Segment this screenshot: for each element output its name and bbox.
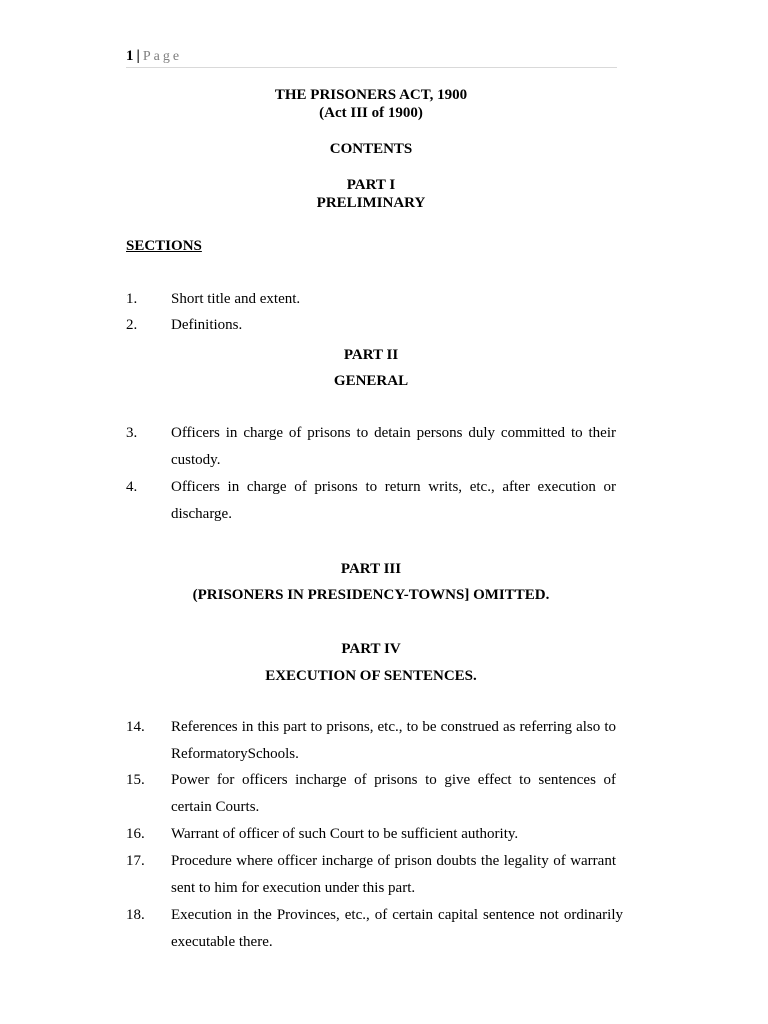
section-number: 1. — [126, 291, 138, 307]
list-item — [126, 902, 623, 956]
section-text: Officers in charge of prisons to return writs, etc., after execution or discharge. — [171, 479, 616, 522]
section-text: Short title and extent. — [171, 291, 301, 307]
section-text: Execution in the Provinces, etc., of certain capital sentence not ordinarily executable there. — [171, 907, 623, 950]
page-label: Page — [142, 49, 183, 64]
section-text: Officers in charge of prisons to detain persons duly committed to their custody. — [171, 425, 616, 468]
part4-name: EXECUTION OF SENTENCES. — [265, 668, 477, 684]
contents-heading: CONTENTS — [329, 141, 413, 157]
list-item — [126, 821, 616, 848]
page-separator: | — [136, 48, 140, 64]
section-number: 14. — [126, 719, 145, 735]
sections-heading: SECTIONS — [126, 238, 202, 254]
section-number: 4. — [126, 479, 138, 495]
part2-name: GENERAL — [333, 373, 409, 389]
section-number: 15. — [126, 772, 145, 788]
section-number: 17. — [126, 853, 145, 869]
document-subtitle: (Act III of 1900) — [319, 105, 423, 121]
section-number: 16. — [126, 826, 145, 842]
section-text: Power for officers incharge of prisons to give effect to sentences of certain Courts. — [171, 772, 616, 815]
section-text: Warrant of officer of such Court to be sufficient authority. — [171, 826, 519, 842]
part2-label: PART II — [343, 347, 399, 363]
page-header — [126, 46, 617, 68]
list-item — [126, 767, 616, 821]
section-text: Definitions. — [171, 317, 243, 333]
section-text: Procedure where officer incharge of prison doubts the legality of warrant sent to him for execution under this part. — [171, 853, 616, 896]
section-number: 3. — [126, 425, 138, 441]
list-item — [126, 420, 616, 474]
list-item — [126, 312, 616, 339]
document-title: THE PRISONERS ACT, 1900 — [274, 87, 468, 103]
list-item — [126, 286, 616, 313]
section-text: References in this part to prisons, etc., to be construed as referring also to ReformatorySchools. — [171, 719, 616, 762]
section-number: 18. — [126, 907, 145, 923]
list-item — [126, 714, 616, 768]
part3-label: PART III — [340, 561, 402, 577]
part1-label: PART I — [346, 177, 396, 193]
part4-label: PART IV — [341, 641, 401, 657]
list-item — [126, 848, 616, 902]
part1-name: PRELIMINARY — [316, 195, 426, 211]
list-item — [126, 474, 616, 528]
section-number: 2. — [126, 317, 138, 333]
part3-name: (PRISONERS IN PRESIDENCY-TOWNS] OMITTED. — [192, 587, 550, 603]
page-number: 1 — [126, 48, 134, 64]
